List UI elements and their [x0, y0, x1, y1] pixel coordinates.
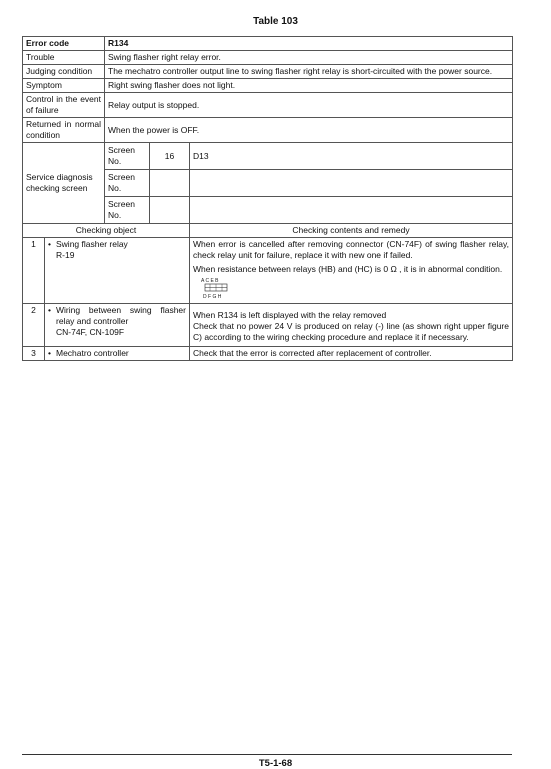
- relay-bottom-pins: D F G H: [203, 294, 222, 300]
- trouble-label: Trouble: [23, 51, 105, 65]
- screen-number: 16: [150, 143, 190, 170]
- bullet: •: [48, 239, 51, 249]
- item-remedy: [190, 304, 513, 347]
- item-object-line1: Wiring between swing flasher relay and controller: [56, 305, 186, 326]
- item-object-line2: CN-74F, CN-109F: [56, 327, 125, 337]
- checking-remedy-header: Checking contents and remedy: [190, 224, 513, 238]
- control-label: Control in the event of failure: [23, 93, 105, 118]
- returned-label: Returned in normal condition: [23, 118, 105, 143]
- relay-connector-icon: [199, 276, 239, 300]
- item-remedy-p2: Check that no power 24 V is produced on relay (-) line (as shown right upper figure C) according to the wiring checking procedure and replace it if necessary.: [193, 321, 509, 342]
- returned-row: [23, 118, 513, 143]
- item-object: [45, 347, 190, 361]
- screen-label: Screen No.: [105, 197, 150, 224]
- screen-number: [150, 170, 190, 197]
- screen-code: D13: [190, 143, 513, 170]
- screen-label: Screen No.: [105, 143, 150, 170]
- item-remedy-p2: When resistance between relays (HB) and (HC) is 0 Ω , it is in abnormal condition.: [193, 264, 503, 274]
- error-code-label: Error code: [23, 37, 105, 51]
- item-object: [45, 304, 190, 347]
- item-number: 1: [23, 238, 45, 304]
- item-remedy-p1: Check that the error is corrected after replacement of controller.: [193, 348, 432, 358]
- error-code-value: R134: [105, 37, 513, 51]
- item-remedy-p1: When error is cancelled after removing connector (CN-74F) of swing flasher relay, check relay unit for failure, replace it with new one if failed.: [193, 239, 509, 260]
- checking-object-header: Checking object: [23, 224, 190, 238]
- error-code-table: [22, 36, 513, 361]
- control-row: [23, 93, 513, 118]
- check-item-row: [23, 347, 513, 361]
- screen-number: [150, 197, 190, 224]
- item-number: 2: [23, 304, 45, 347]
- item-remedy: [190, 238, 513, 304]
- item-object: [45, 238, 190, 304]
- item-object-line2: R-19: [56, 250, 75, 260]
- trouble-row: [23, 51, 513, 65]
- item-object-line1: Swing flasher relay: [56, 239, 128, 249]
- bullet: •: [48, 305, 51, 315]
- judging-row: [23, 65, 513, 79]
- page-number: T5-1-68: [258, 758, 293, 769]
- screen-code: [190, 197, 513, 224]
- item-object-line1: Mechatro controller: [56, 348, 129, 358]
- screen-label: Screen No.: [105, 170, 150, 197]
- symptom-row: [23, 79, 513, 93]
- item-number: 3: [23, 347, 45, 361]
- trouble-value: Swing flasher right relay error.: [105, 51, 513, 65]
- bullet: •: [48, 348, 51, 358]
- item-remedy-p1: When R134 is left displayed with the relay removed: [193, 310, 387, 320]
- judging-value: The mechatro controller output line to swing flasher right relay is short-circuited with the power source.: [105, 65, 513, 79]
- service-label: Service diagnosis checking screen: [23, 143, 105, 224]
- symptom-value: Right swing flasher does not light.: [105, 79, 513, 93]
- service-row: [23, 143, 513, 170]
- returned-value: When the power is OFF.: [105, 118, 513, 143]
- screen-code: [190, 170, 513, 197]
- control-value: Relay output is stopped.: [105, 93, 513, 118]
- check-header-row: [23, 224, 513, 238]
- table-title: Table 103: [253, 16, 298, 27]
- check-item-row: [23, 238, 513, 304]
- relay-top-pins: A C E B: [201, 278, 219, 284]
- judging-label: Judging condition: [23, 65, 105, 79]
- footer-divider: [22, 754, 512, 755]
- error-code-row: [23, 37, 513, 51]
- symptom-label: Symptom: [23, 79, 105, 93]
- item-remedy: [190, 347, 513, 361]
- check-item-row: [23, 304, 513, 347]
